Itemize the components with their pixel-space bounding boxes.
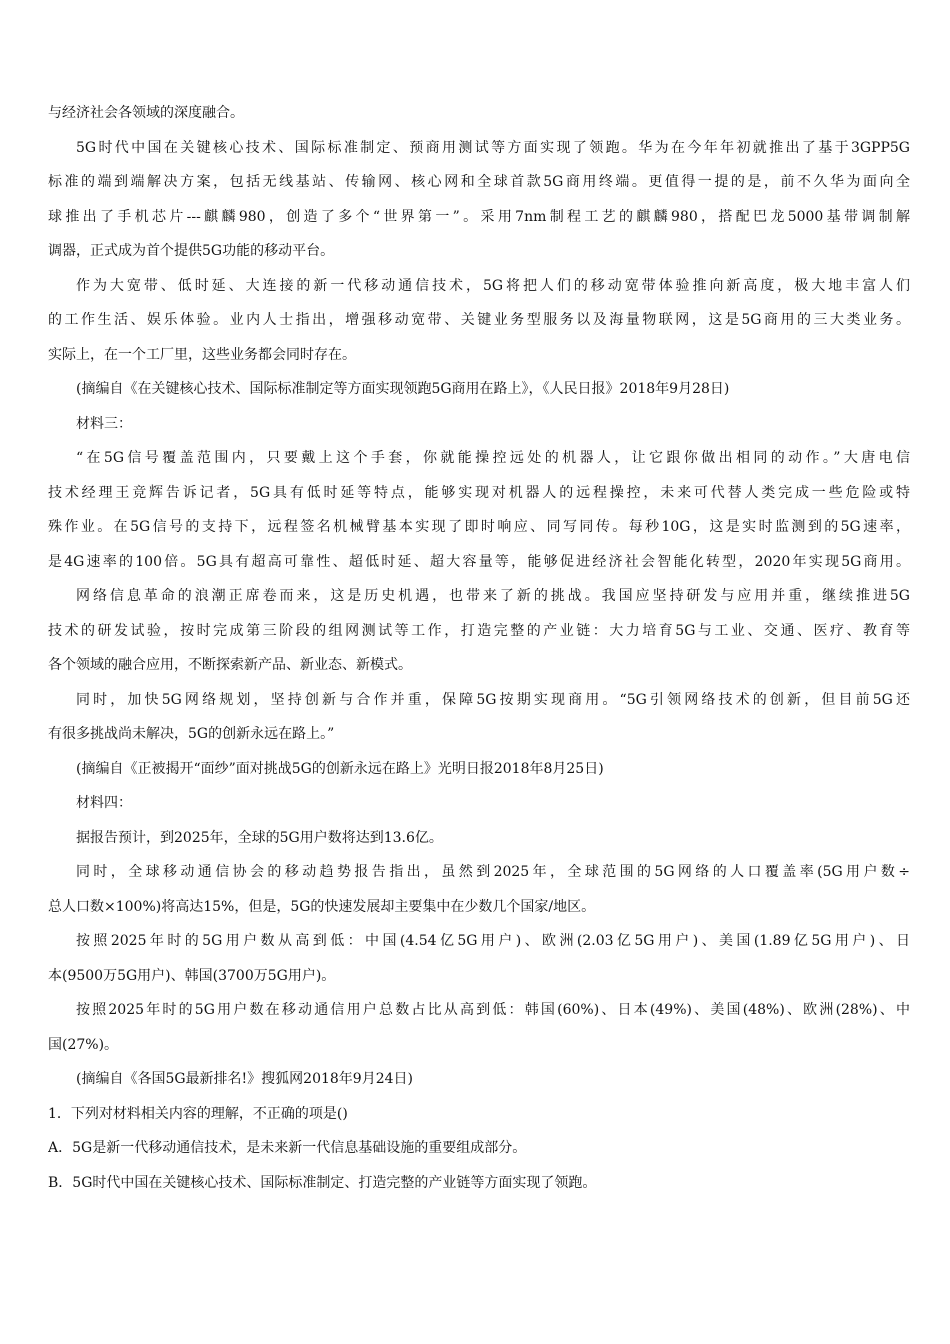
source-citation: (摘编自《在关键核心技术、国际标准制定等方面实现领跑5G商用在路上》，《人民日报》2018年9月28日) — [76, 381, 730, 397]
text-line: 与经济社会各领域的深度融合。 — [48, 105, 244, 121]
text-line: 按照2025年时的5G用户数从高到低：中国(4.54亿5G用户)、欧洲(2.03亿5G用户)、美国(1.89亿5G用户)、日 — [76, 933, 910, 949]
source-citation: (摘编自《正被揭开“面纱”面对挑战5G的创新永远在路上》光明日报2018年8月25日) — [76, 760, 604, 777]
text-line: 标准的端到端解决方案，包括无线基站、传输网、核心网和全球首款5G商用终端。更值得一提的是，前不久华为面向全 — [48, 174, 910, 190]
text-line: 各个领域的融合应用，不断探索新产品、新业态、新模式。 — [48, 657, 412, 673]
text-line: 的工作生活、娱乐体验。业内人士指出，增强移动宽带、关键业务型服务以及海量物联网，这是5G商用的三大类业务。 — [48, 312, 910, 328]
source-citation: (摘编自《各国5G最新排名!》搜狐网2018年9月24日) — [76, 1071, 413, 1087]
text-line: 球推出了手机芯片---麒麟980，创造了多个“世界第一”。采用7nm制程工艺的麒麟980，搭配巴龙5000基带调制解 — [48, 208, 910, 225]
text-line: 技术经理王竞辉告诉记者，5G具有低时延等特点，能够实现对机器人的远程操控，未来可代替人类完成一些危险或特 — [48, 484, 910, 501]
text-line: 有很多挑战尚未解决，5G的创新永远在路上。” — [48, 726, 335, 742]
text-line: 按照2025年时的5G用户数在移动通信用户总数占比从高到低：韩国(60%)、日本(49%)、美国(48%)、欧洲(28%)、中 — [76, 1002, 910, 1018]
text-line: 调器，正式成为首个提供5G功能的移动平台。 — [48, 243, 335, 259]
text-line: 总人口数×100%)将高达15%，但是，5G的快速发展却主要集中在少数几个国家/地区。 — [48, 898, 596, 915]
text-line: 5G时代中国在关键核心技术、国际标准制定、预商用测试等方面实现了领跑。华为在今年年初就推出了基于3GPP5G — [76, 139, 910, 156]
text-line: 实际上，在一个工厂里，这些业务都会同时存在。 — [48, 346, 356, 363]
text-line: “在5G信号覆盖范围内，只要戴上这个手套，你就能操控远处的机器人，让它跟你做出相同的动作。”大唐电信 — [76, 450, 910, 466]
text-line: 是4G速率的100倍。5G具有超高可靠性、超低时延、超大容量等，能够促进经济社会智能化转型，2020年实现5G商用。 — [48, 553, 910, 570]
document-page — [48, 96, 910, 1200]
text-line: 作为大宽带、低时延、大连接的新一代移动通信技术，5G将把人们的移动宽带体验推向新高度，极大地丰富人们 — [76, 277, 910, 294]
question-stem: 1．下列对材料相关内容的理解，不正确的项是() — [48, 1105, 348, 1122]
text-line: 国(27%)。 — [48, 1036, 119, 1053]
text-line: 据报告预计，到2025年，全球的5G用户数将达到13.6亿。 — [76, 829, 443, 846]
section-heading: 材料四： — [76, 795, 132, 811]
text-line: 本(9500万5G用户)、韩国(3700万5G用户)。 — [48, 967, 336, 984]
section-heading: 材料三： — [76, 415, 132, 432]
text-line: 殊作业。在5G信号的支持下，远程签名机械臂基本实现了即时响应、同写同传。每秒10G，这是实时监测到的5G速率， — [48, 519, 910, 535]
text-line: 网络信息革命的浪潮正席卷而来，这是历史机遇，也带来了新的挑战。我国应坚持研发与应用并重，继续推进5G — [76, 588, 910, 604]
option-a: A．5G是新一代移动通信技术，是未来新一代信息基础设施的重要组成部分。 — [48, 1140, 527, 1156]
text-line: 同时，加快5G网络规划，坚持创新与合作并重，保障5G按期实现商用。“5G引领网络技术的创新，但目前5G还 — [76, 691, 910, 708]
text-line: 同时，全球移动通信协会的移动趋势报告指出，虽然到2025年，全球范围的5G网络的人口覆盖率(5G用户数÷ — [76, 864, 910, 880]
option-b: B．5G时代中国在关键核心技术、国际标准制定、打造完整的产业链等方面实现了领跑。 — [48, 1174, 597, 1191]
text-line: 技术的研发试验，按时完成第三阶段的组网测试等工作，打造完整的产业链：大力培育5G与工业、交通、医疗、教育等 — [48, 622, 910, 639]
